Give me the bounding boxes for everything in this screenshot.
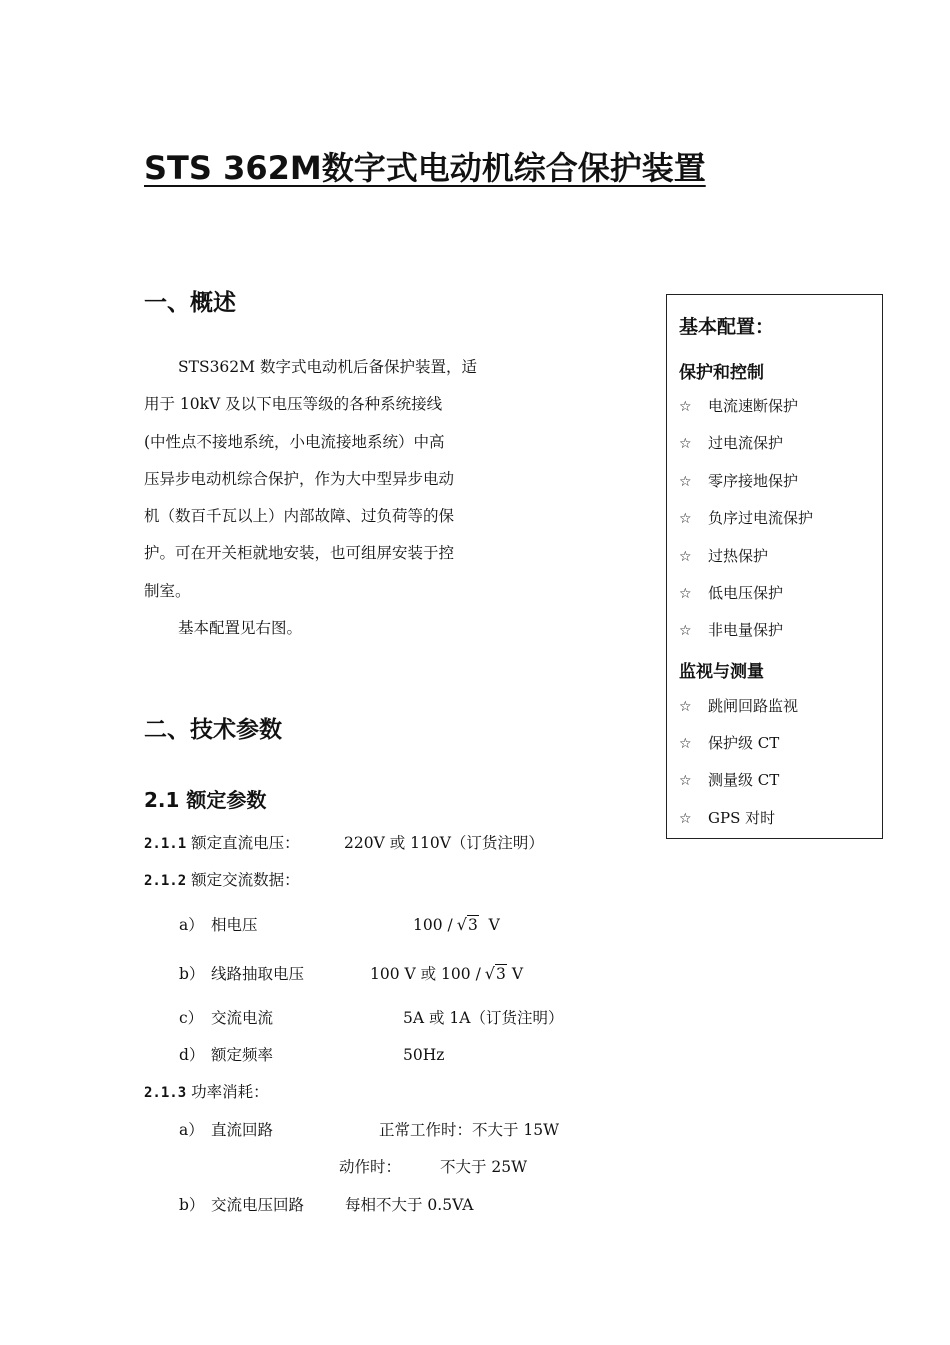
item-name: 额定频率 [211, 1046, 274, 1064]
star-icon: ☆ [679, 474, 692, 490]
item-value: 50Hz [403, 1046, 445, 1064]
config-item-label: 保护级 CT [708, 734, 780, 752]
star-icon: ☆ [679, 511, 692, 527]
config-item [679, 395, 798, 418]
item-index: a） [179, 916, 204, 934]
param-2-1-1-value: 220V 或 110V（订货注明） [344, 834, 544, 852]
config-item [679, 432, 783, 455]
config-item-label: GPS 对时 [708, 809, 776, 827]
item-label: 动作时： [339, 1158, 402, 1176]
page-title: STS 362M数字式电动机综合保护装置 [144, 149, 706, 187]
section-2-heading: 二、技术参数 [144, 717, 282, 743]
param-label: 额定交流数据： [191, 871, 300, 889]
param-2-1-2 [144, 869, 300, 892]
overview-line: 制室。 [144, 581, 191, 600]
sqrt-symbol: √3 [456, 915, 478, 934]
param-number: 2.1.3 [144, 1085, 187, 1101]
item-index: c） [179, 1009, 204, 1027]
value-prefix: 100 / [413, 916, 453, 934]
param-2-1-1 [144, 832, 300, 855]
config-item-label: 过电流保护 [708, 434, 784, 452]
param-label: 额定直流电压： [191, 834, 300, 852]
sqrt-radicand: 3 [467, 916, 478, 934]
item-value: 5A 或 1A（订货注明） [403, 1009, 564, 1027]
item-name: 直流回路 [211, 1121, 274, 1139]
config-item [679, 732, 779, 755]
star-icon: ☆ [679, 549, 692, 565]
value-prefix: 100 V 或 100 / [370, 965, 481, 983]
star-icon: ☆ [679, 436, 692, 452]
star-icon: ☆ [679, 586, 692, 602]
overview-line: 机（数百千瓦以上）内部故障、过负荷等的保 [144, 507, 455, 526]
config-item [679, 769, 779, 792]
star-icon: ☆ [679, 399, 692, 415]
config-item [679, 582, 783, 605]
item-index: a） [179, 1121, 204, 1139]
overview-line: 用于 10kV 及以下电压等级的各种系统接线 [144, 395, 443, 414]
param-label: 功率消耗： [191, 1083, 269, 1101]
overview-line: 护。可在开关柜就地安装，也可组屏安装于控 [144, 544, 455, 563]
sqrt-symbol: √3 [484, 964, 506, 983]
item-index: b） [179, 965, 205, 983]
item-index: d） [179, 1046, 205, 1064]
star-icon: ☆ [679, 699, 692, 715]
config-box-title: 基本配置： [679, 316, 775, 338]
star-icon: ☆ [679, 773, 692, 789]
item-value: 每相不大于 0.5VA [345, 1196, 474, 1214]
config-item-label: 过热保护 [708, 547, 769, 565]
config-item [679, 470, 798, 493]
overview-line: (中性点不接地系统，小电流接地系统）中高 [144, 432, 445, 451]
config-item-label: 跳闸回路监视 [708, 697, 799, 715]
config-item-label: 测量级 CT [708, 771, 780, 789]
config-item [679, 507, 813, 530]
config-item-label: 非电量保护 [708, 621, 784, 639]
overview-line: 压异步电动机综合保护，作为大中型异步电动 [144, 469, 455, 488]
config-group-title: 保护和控制 [679, 363, 764, 383]
config-item-label: 零序接地保护 [708, 472, 799, 490]
value-unit: V [488, 916, 500, 934]
star-icon: ☆ [679, 736, 692, 752]
overview-line: STS362M 数字式电动机后备保护装置，适 [178, 358, 477, 376]
item-name: 相电压 [211, 916, 258, 934]
param-2-1-3 [144, 1081, 269, 1104]
line-voltage-value [370, 963, 523, 985]
config-item [679, 695, 798, 718]
item-value: 不大于 25W [440, 1158, 528, 1176]
config-item [679, 545, 768, 568]
star-icon: ☆ [679, 623, 692, 639]
config-item-label: 低电压保护 [708, 584, 784, 602]
overview-paragraph [144, 349, 484, 647]
item-name: 线路抽取电压 [211, 965, 305, 983]
config-item-label: 负序过电流保护 [708, 509, 814, 527]
config-item [679, 807, 775, 830]
section-2-1-heading: 2.1 额定参数 [144, 788, 267, 812]
param-number: 2.1.1 [144, 836, 187, 852]
param-number: 2.1.2 [144, 873, 187, 889]
item-index: b） [179, 1196, 205, 1214]
config-item [679, 619, 783, 642]
config-group-title: 监视与测量 [679, 662, 764, 682]
value-unit: V [511, 965, 524, 983]
item-value: 正常工作时：不大于 15W [379, 1121, 560, 1139]
section-1-heading: 一、概述 [144, 290, 236, 316]
item-name: 交流电压回路 [211, 1196, 305, 1214]
config-item-label: 电流速断保护 [708, 397, 799, 415]
star-icon: ☆ [679, 811, 692, 827]
phase-voltage-value [413, 914, 500, 936]
item-name: 交流电流 [211, 1009, 274, 1027]
sqrt-radicand: 3 [496, 965, 506, 983]
overview-line: 基本配置见右图。 [178, 619, 303, 638]
